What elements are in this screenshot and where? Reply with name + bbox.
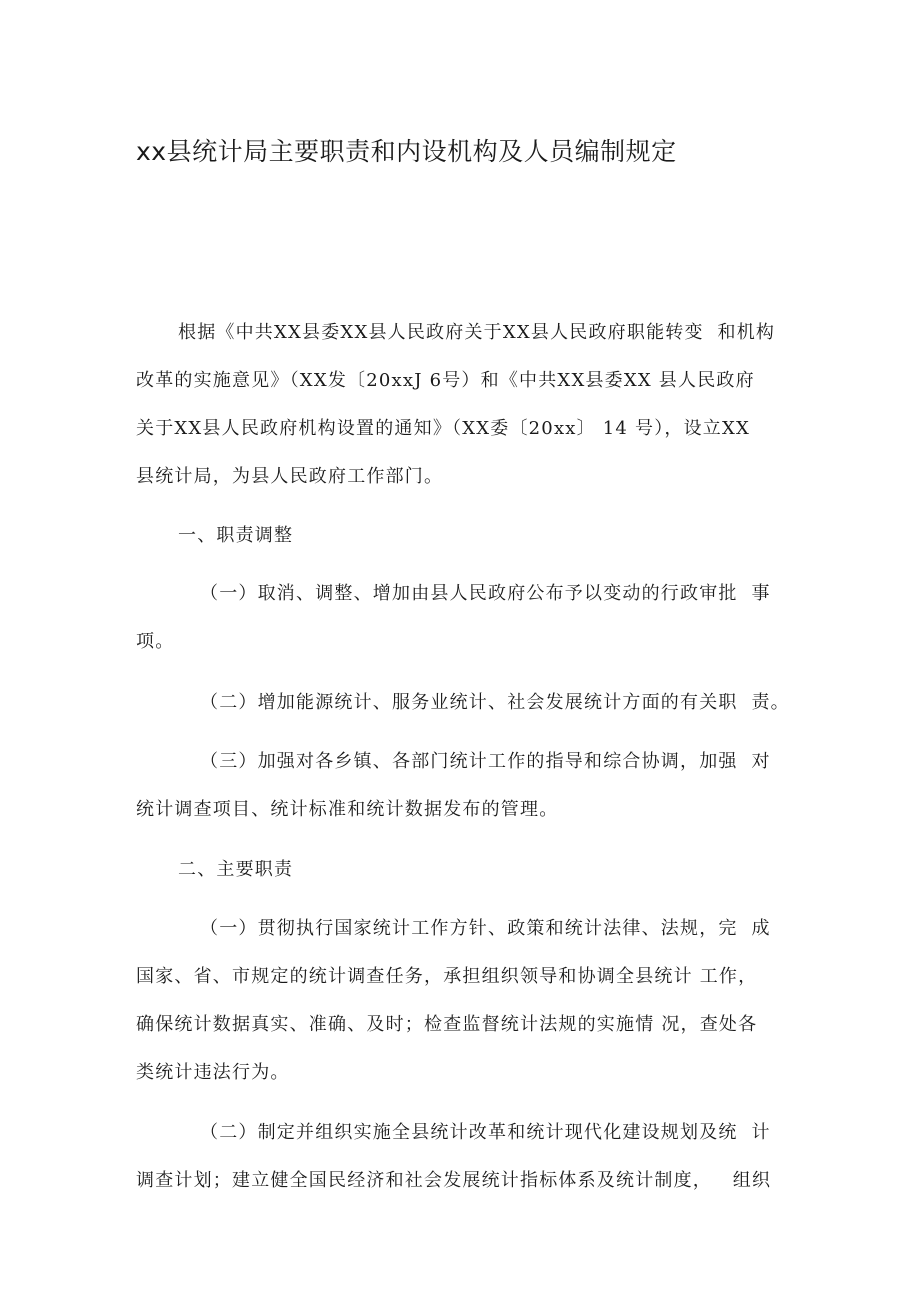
paragraph-line: 关于XX县人民政府机构设置的通知》（XX委〔20xx〕 14 号），设立XX <box>136 418 751 439</box>
paragraph-line: （二）增加能源统计、服务业统计、社会发展统计方面的有关职 责。 <box>200 692 790 713</box>
paragraph-line: （一）取消、调整、增加由县人民政府公布予以变动的行政审批 事 <box>200 583 771 604</box>
document-title: xx县统计局主要职责和内设机构及人员编制规定 <box>136 137 677 166</box>
paragraph-line: （二）制定并组织实施全县统计改革和统计现代化建设规划及统 计 <box>200 1122 771 1143</box>
paragraph-line: 统计调查项目、统计标准和统计数据发布的管理。 <box>136 799 559 820</box>
paragraph-line: 改革的实施意见》（XX发〔20xxJ 6号）和《中共XX县委XX 县人民政府 <box>136 370 755 391</box>
paragraph-line: 国家、省、市规定的统计调查任务，承担组织领导和协调全县统计 工作， <box>136 966 758 987</box>
paragraph-line: （三）加强对各乡镇、各部门统计工作的指导和综合协调，加强 对 <box>200 751 771 772</box>
paragraph-line: 调查计划；建立健全国民经济和社会发展统计指标体系及统计制度， 组织 <box>136 1170 772 1191</box>
paragraph-line: 县统计局，为县人民政府工作部门。 <box>136 466 444 487</box>
paragraph-line: 确保统计数据真实、准确、及时；检查监督统计法规的实施情 况，查处各 <box>136 1014 758 1035</box>
paragraph-line: 项。 <box>136 631 175 652</box>
paragraph-line: 根据《中共XX县委XX县人民政府关于XX县人民政府职能转变 和机构 <box>178 322 776 343</box>
section-heading: 一、职责调整 <box>178 525 294 546</box>
section-heading: 二、主要职责 <box>178 859 294 880</box>
paragraph-line: （一）贯彻执行国家统计工作方针、政策和统计法律、法规，完 成 <box>200 918 771 939</box>
paragraph-line: 类统计违法行为。 <box>136 1062 290 1083</box>
